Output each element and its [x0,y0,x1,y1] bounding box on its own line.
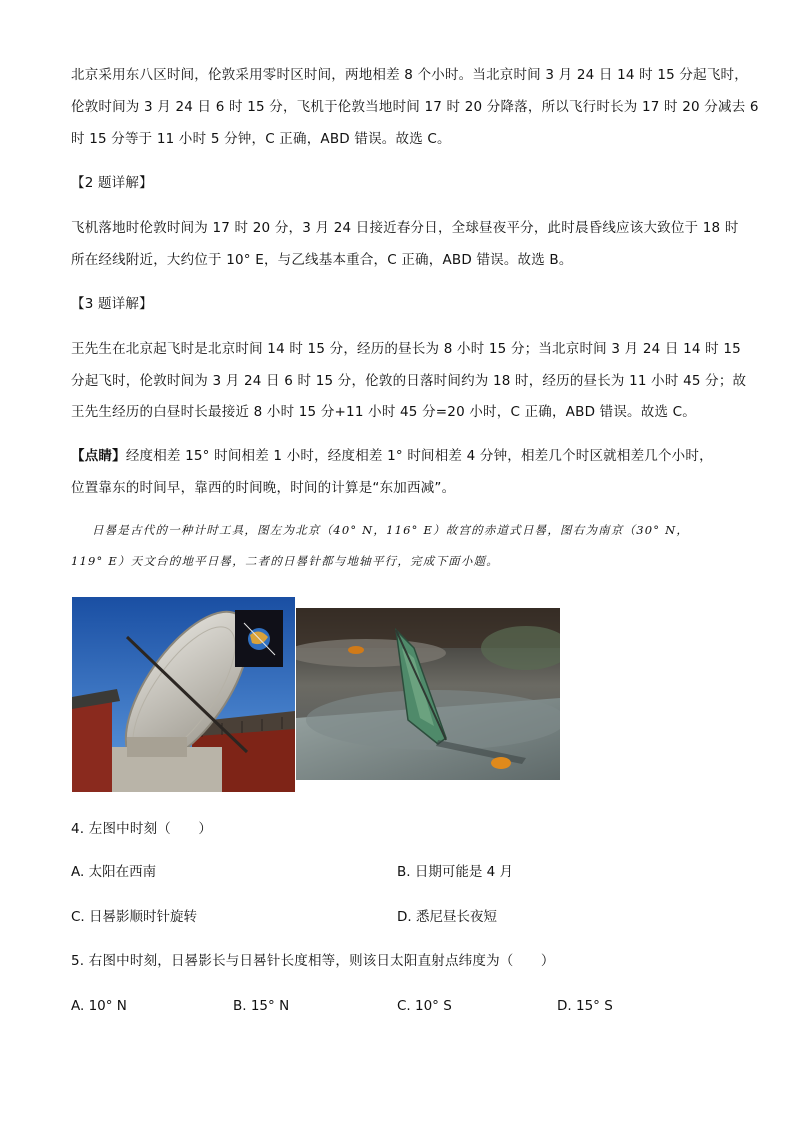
q4-stem: 4. 左图中时刻（ ） [71,821,213,837]
para2-line2: 所在经线附近，大约位于 10° E，与乙线基本重合，C 正确，ABD 错误。故选 B。 [71,252,573,268]
horizontal-sundial-photo [296,608,560,780]
para1-line2: 伦敦时间为 3 月 24 日 6 时 15 分，飞机于伦敦当地时间 17 时 20 分降落，所以飞行时长为 17 时 20 分减去 6 [71,99,759,115]
q4-option-d[interactable]: D. 悉尼昼长夜短 [397,909,497,925]
tip-label: 【点睛】 [71,448,126,464]
q5-option-d[interactable]: D. 15° S [557,998,613,1014]
q5-stem: 5. 右图中时刻，日晷影长与日晷针长度相等，则该日太阳直射点纬度为（ ） [71,953,555,969]
q5-option-a[interactable]: A. 10° N [71,998,127,1014]
para3-line1: 王先生在北京起飞时是北京时间 14 时 15 分，经历的昼长为 8 小时 15 分；当北京时间 3 月 24 日 14 时 15 [71,341,741,357]
q4-option-c[interactable]: C. 日晷影顺时针旋转 [71,909,198,925]
q4-option-b[interactable]: B. 日期可能是 4 月 [397,864,514,880]
heading-q3-detail: 【3 题详解】 [71,296,153,312]
q5-option-b[interactable]: B. 15° N [233,998,290,1014]
intro-line2: 119° E）天文台的地平日晷，二者的日晷针都与地轴平行，完成下面小题。 [71,554,499,568]
tip-text: 经度相差 15° 时间相差 1 小时，经度相差 1° 时间相差 4 分钟，相差几个时区就相差几个小时， [125,448,713,464]
heading-q2-detail: 【2 题详解】 [71,175,153,191]
para2-line1: 飞机落地时伦敦时间为 17 时 20 分，3 月 24 日接近春分日，全球昼夜平分，此时晨昏线应该大致位于 18 时 [71,220,739,236]
q5-option-c[interactable]: C. 10° S [397,998,452,1014]
para1-line1: 北京采用东八区时间，伦敦采用零时区时间，两地相差 8 个小时。当北京时间 3 月 24 日 14 时 15 分起飞时， [71,67,748,83]
para3-line2: 分起飞时，伦敦时间为 3 月 24 日 6 时 15 分，伦敦的日落时间约为 18 时，经历的昼长为 11 小时 45 分；故 [71,373,747,389]
q4-option-a[interactable]: A. 太阳在西南 [71,864,157,880]
tip-line2: 位置靠东的时间早，靠西的时间晚，时间的计算是“东加西减”。 [71,480,456,496]
tip-line1 [71,447,713,465]
para1-line3: 时 15 分等于 11 小时 5 分钟，C 正确，ABD 错误。故选 C。 [71,131,451,147]
intro-line1: 日晷是古代的一种计时工具，图左为北京（40° N，116° E）故宫的赤道式日晷，图右为南京（30° N， [92,523,690,537]
para3-line3: 王先生经历的白昼时长最接近 8 小时 15 分+11 小时 45 分=20 小时，C 正确，ABD 错误。故选 C。 [71,404,696,420]
equatorial-sundial-photo [72,597,295,792]
